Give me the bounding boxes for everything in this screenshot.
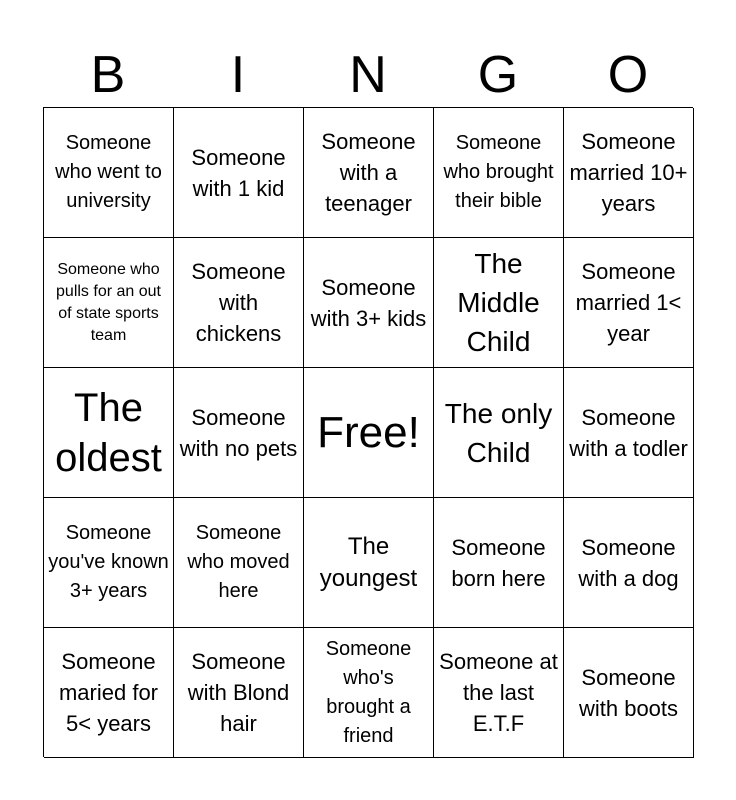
bingo-cell[interactable] [44,368,174,498]
bingo-cell[interactable] [44,238,174,368]
header-letter-n: N [349,46,387,104]
bingo-cell[interactable] [44,628,174,758]
bingo-cell[interactable] [434,108,564,238]
bingo-header [43,44,693,106]
bingo-grid [43,107,693,757]
cell-text: The only Child [444,397,553,468]
cell-text: Someone at the last E.T.F [439,649,558,736]
bingo-cell[interactable] [174,498,304,628]
cell-text: Someone who pulls for an out of state sports team [56,260,161,344]
cell-text: Someone with 1 kid [191,144,286,201]
bingo-free-cell[interactable] [304,368,434,498]
bingo-cell[interactable] [304,628,434,758]
cell-text: The youngest [319,532,418,592]
bingo-cell[interactable] [564,628,694,758]
cell-text: Someone married 10+ years [569,129,688,216]
cell-text: Someone with Blond hair [187,649,290,736]
bingo-cell[interactable] [174,368,304,498]
bingo-cell[interactable] [434,368,564,498]
bingo-cell[interactable] [564,368,694,498]
bingo-cell[interactable] [44,108,174,238]
bingo-cell[interactable] [304,238,434,368]
cell-text: Someone who moved here [187,522,290,602]
cell-text: The oldest [55,385,162,480]
bingo-cell[interactable] [174,628,304,758]
cell-text: Someone with no pets [179,404,298,461]
bingo-cell[interactable] [304,498,434,628]
cell-text: Someone with a dog [578,534,679,591]
bingo-cell[interactable] [174,108,304,238]
cell-text: Someone you've known 3+ years [48,522,169,602]
cell-text: Someone with 3+ kids [310,274,427,331]
cell-text: Someone with boots [578,664,679,721]
cell-text: The Middle Child [457,248,540,357]
bingo-cell[interactable] [564,498,694,628]
bingo-cell[interactable] [44,498,174,628]
cell-text: Someone who went to university [55,132,162,212]
header-letter-b: B [90,46,126,104]
header-letter-i: I [230,46,246,104]
cell-text: Someone married 1< year [575,259,682,346]
free-space-text: Free! [317,407,420,457]
header-letter-o: O [607,46,649,104]
cell-text: Someone with a teenager [321,129,416,216]
bingo-cell[interactable] [304,108,434,238]
cell-text: Someone who brought their bible [443,132,554,212]
bingo-cell[interactable] [564,238,694,368]
cell-text: Someone with a todler [569,404,688,461]
bingo-cell[interactable] [174,238,304,368]
bingo-cell[interactable] [434,498,564,628]
cell-text: Someone born here [451,534,546,591]
bingo-cell[interactable] [434,238,564,368]
cell-text: Someone who's brought a friend [325,637,412,747]
bingo-cell[interactable] [564,108,694,238]
bingo-cell[interactable] [434,628,564,758]
cell-text: Someone with chickens [191,259,286,346]
cell-text: Someone maried for 5< years [58,649,159,736]
header-letter-g: G [477,46,519,104]
